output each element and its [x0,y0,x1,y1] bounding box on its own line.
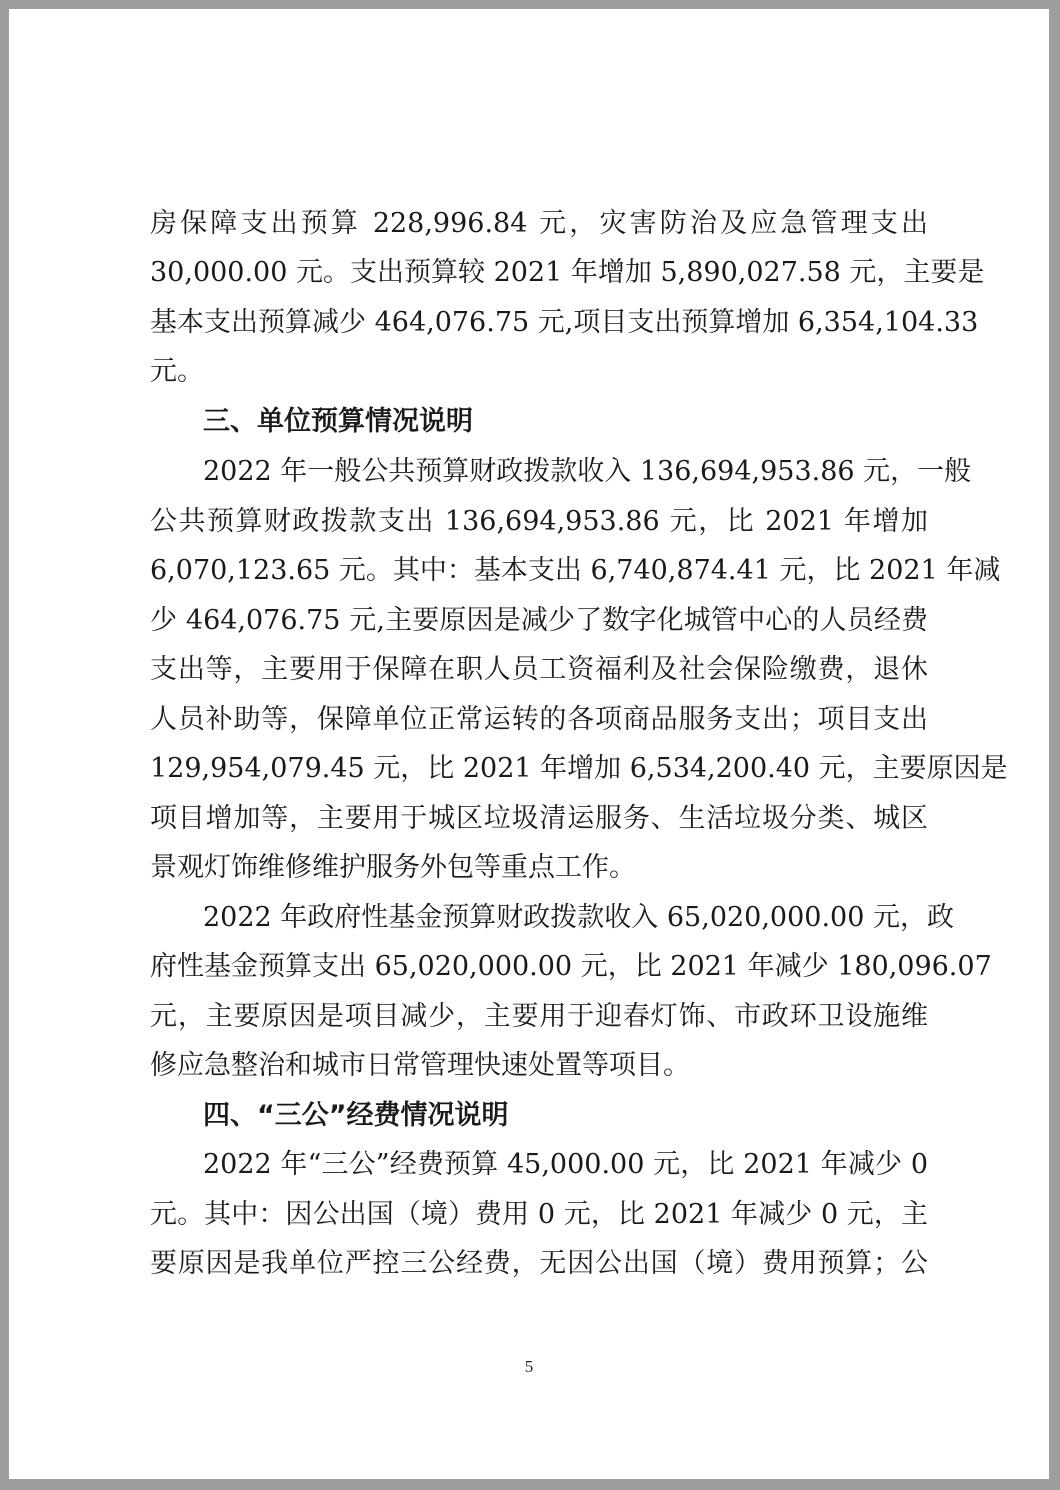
paragraph-line: 元。其中：因公出国（境）费用 0 元，比 2021 年减少 0 元，主 [150,1199,928,1230]
paragraph-line: 2022 年一般公共预算财政拨款收入 136,694,953.86 元，一般 [203,456,972,487]
paragraph-line: 30,000.00 元。支出预算较 2021 年增加 5,890,027.58 元，主要是 [150,257,985,288]
paragraph-line: 元。 [150,356,204,387]
paragraph-line: 2022 年政府性基金预算财政拨款收入 65,020,000.00 元，政 [203,902,954,933]
paragraph-line: 少 464,076.75 元,主要原因是减少了数字化城管中心的人员经费 [150,605,928,636]
paragraph-line: 府性基金预算支出 65,020,000.00 元，比 2021 年减少 180,096.07 [150,951,992,982]
paragraph-line: 6,070,123.65 元。其中：基本支出 6,740,874.41 元，比 2021 年减 [150,555,1001,586]
page-number: 5 [524,1357,534,1376]
paragraph-line: 景观灯饰维修维护服务外包等重点工作。 [150,852,636,883]
section-heading: 四、“三公”经费情况说明 [203,1100,509,1131]
paragraph-line: 基本支出预算减少 464,076.75 元,项目支出预算增加 6,354,104.33 [150,307,979,338]
paragraph-line: 项目增加等，主要用于城区垃圾清运服务、生活垃圾分类、城区 [150,803,928,834]
document-page [9,9,1049,1479]
paragraph-line: 支出等，主要用于保障在职人员工资福利及社会保险缴费，退休 [150,654,928,685]
paragraph-line: 人员补助等，保障单位正常运转的各项商品服务支出；项目支出 [150,704,928,735]
paragraph-line: 公共预算财政拨款支出 136,694,953.86 元，比 2021 年增加 [150,506,928,537]
paragraph-line: 元，主要原因是项目减少，主要用于迎春灯饰、市政环卫设施维 [150,1001,928,1032]
paragraph-line: 要原因是我单位严控三公经费，无因公出国（境）费用预算；公 [150,1248,928,1279]
paragraph-line: 129,954,079.45 元，比 2021 年增加 6,534,200.40 元，主要原因是 [150,753,1008,784]
section-heading: 三、单位预算情况说明 [203,406,473,437]
paragraph-line: 房保障支出预算 228,996.84 元，灾害防治及应急管理支出 [150,208,928,239]
paragraph-line: 2022 年“三公”经费预算 45,000.00 元，比 2021 年减少 0 [203,1149,928,1180]
paragraph-line: 修应急整治和城市日常管理快速处置等项目。 [150,1050,690,1081]
